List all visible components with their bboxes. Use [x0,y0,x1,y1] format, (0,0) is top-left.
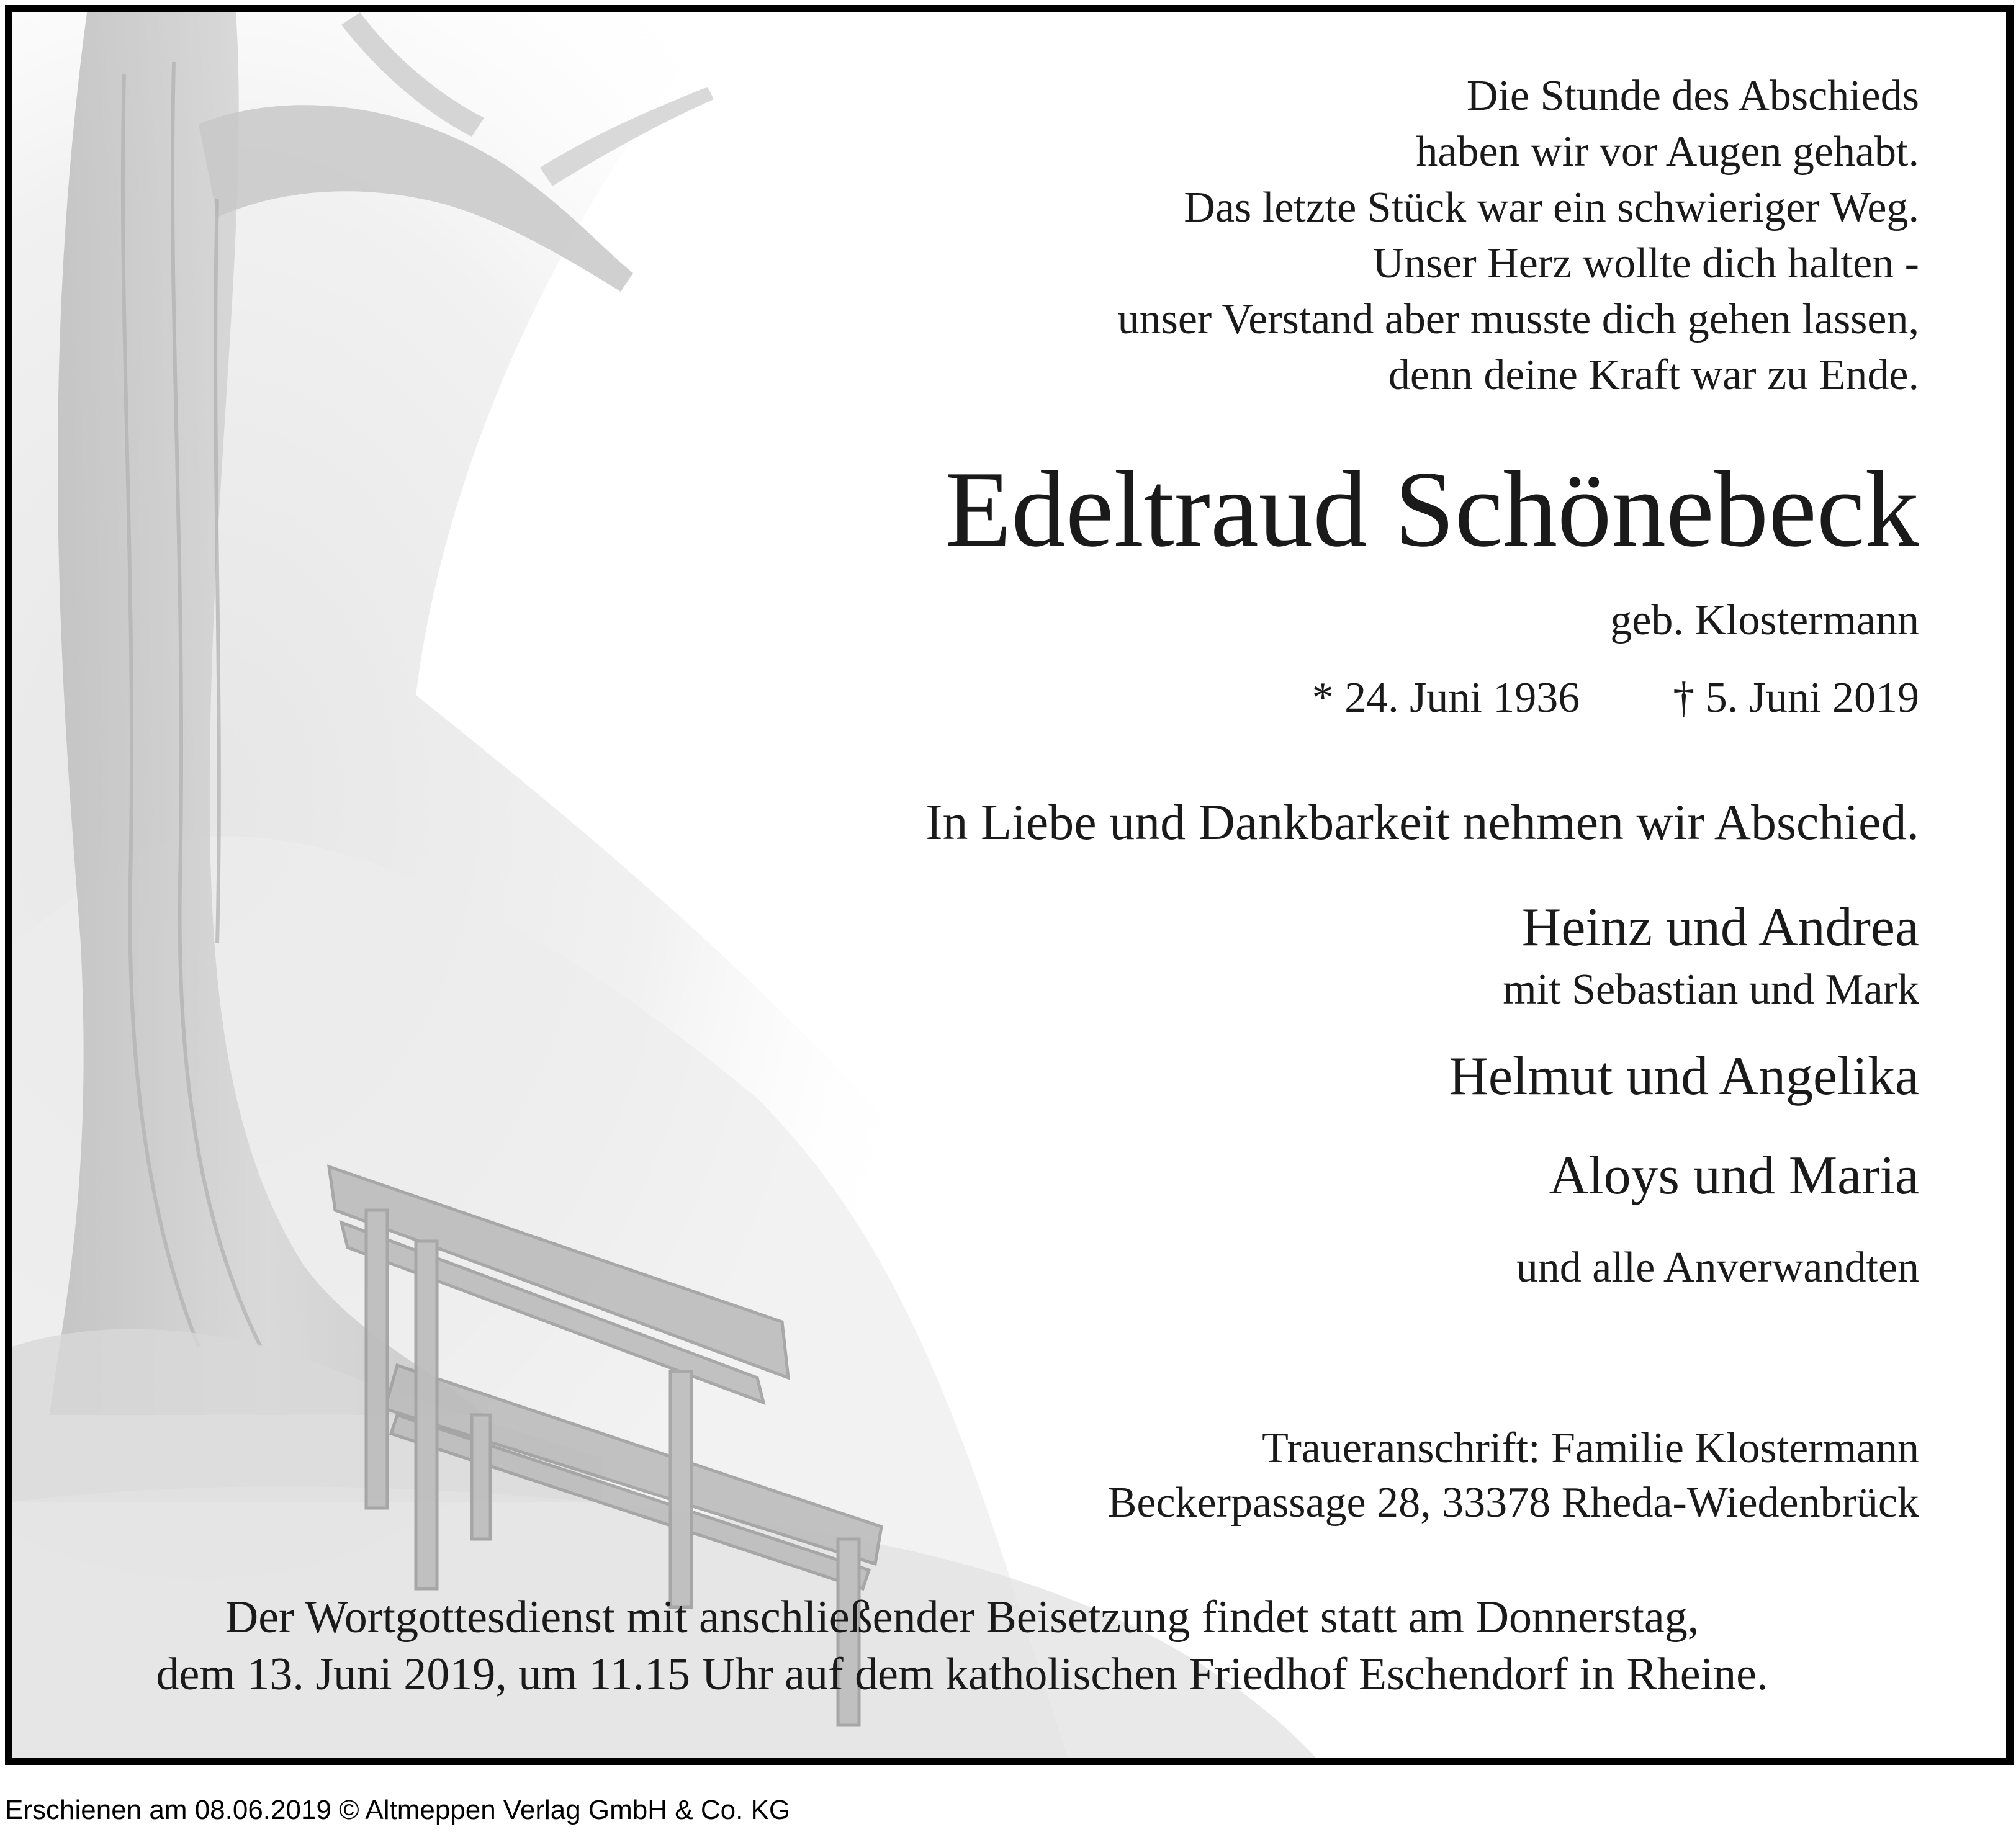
obituary-frame [5,5,2014,1765]
poem-line: Unser Herz wollte dich halten - [1372,240,1919,287]
mourner-family: Helmut und Angelika [1449,1046,1919,1107]
poem-line: Das letzte Stück war ein schwieriger Weg. [1184,184,1919,231]
service-announcement [12,1589,1912,1703]
life-dates [1312,670,1919,726]
mourner-family: Aloys und Maria [1549,1146,1919,1206]
address-line: Traueranschrift: Familie Klostermann [1262,1424,1919,1472]
service-line: Der Wortgottesdienst mit anschließender Beisetzung findet statt am Donnerstag, [225,1592,1699,1643]
mourner-relatives: und alle Anverwandten [1516,1244,1919,1291]
mourner-family: Heinz und Andrea [1521,897,1919,958]
poem [1118,68,1919,403]
mourning-address [1108,1421,1919,1530]
poem-line: denn deine Kraft war zu Ende. [1388,351,1919,399]
publication-footer: Erschienen am 08.06.2019 © Altmeppen Verlag GmbH & Co. KG [5,1795,791,1825]
farewell-line: In Liebe und Dankbarkeit nehmen wir Abschied. [925,794,1919,850]
service-line: dem 13. Juni 2019, um 11.15 Uhr auf dem katholischen Friedhof Eschendorf in Rheine. [156,1649,1768,1700]
mourners-list [1449,894,1919,1296]
death-date: † 5. Juni 2019 [1673,674,1919,722]
mourner-children: mit Sebastian und Mark [1503,966,1919,1013]
address-line: Beckerpassage 28, 33378 Rheda-Wiedenbrück [1107,1479,1919,1527]
poem-line: haben wir vor Augen gehabt. [1416,128,1919,176]
birth-name: geb. Klostermann [1610,596,1919,644]
poem-line: unser Verstand aber musste dich gehen lassen, [1117,295,1919,343]
birth-date: * 24. Juni 1936 [1312,674,1580,722]
deceased-name: Edeltraud Schönebeck [945,449,1919,569]
poem-line: Die Stunde des Abschieds [1466,72,1919,120]
